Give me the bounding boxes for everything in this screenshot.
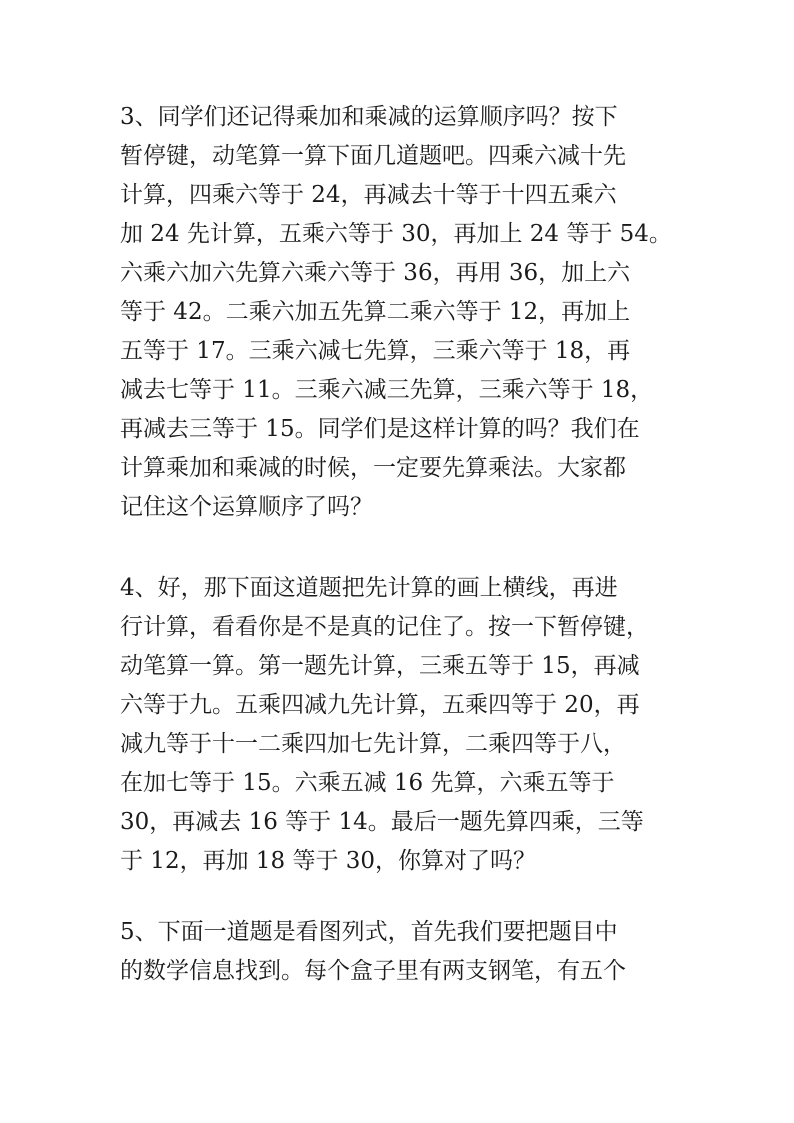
text-line: 3、同学们还记得乘加和乘减的运算顺序吗？按下 bbox=[120, 104, 618, 130]
text-line: 计算，四乘六等于 24，再减去十等于十四五乘六 bbox=[120, 182, 617, 208]
text-line: 动笔算一算。第一题先计算，三乘五等于 15，再减 bbox=[120, 653, 640, 679]
text-line: 5、下面一道题是看图列式，首先我们要把题目中 bbox=[120, 919, 618, 945]
text-line: 六等于九。五乘四减九先计算，五乘四等于 20，再 bbox=[120, 692, 640, 718]
text-line: 暂停键，动笔算一算下面几道题吧。四乘六减十先 bbox=[120, 143, 626, 169]
text-line: 30，再减去 16 等于 14。最后一题先算四乘，三等 bbox=[120, 809, 644, 835]
text-line: 计算乘加和乘减的时候，一定要先算乘法。大家都 bbox=[120, 455, 626, 481]
text-line: 五等于 17。三乘六减七先算，三乘六等于 18，再 bbox=[120, 338, 631, 364]
text-line: 等于 42。二乘六加五先算二乘六等于 12，再加上 bbox=[120, 299, 631, 325]
paragraph-5 bbox=[120, 913, 680, 991]
text-line: 减九等于十一二乘四加七先计算，二乘四等于八， bbox=[120, 731, 626, 757]
paragraph-4 bbox=[120, 569, 680, 881]
text-line: 4、好，那下面这道题把先计算的画上横线，再进 bbox=[120, 575, 618, 601]
text-line: 减去七等于 11。三乘六减三先算，三乘六等于 18， bbox=[120, 377, 654, 403]
text-line: 六乘六加六先算六乘六等于 36，再用 36，加上六 bbox=[120, 260, 631, 286]
text-line: 在加七等于 15。六乘五减 16 先算，六乘五等于 bbox=[120, 770, 615, 796]
text-line: 记住这个运算顺序了吗？ bbox=[120, 494, 373, 520]
paragraph-3 bbox=[120, 98, 680, 527]
text-line: 行计算，看看你是不是真的记住了。按一下暂停键， bbox=[120, 614, 649, 640]
text-line: 再减去三等于 15。同学们是这样计算的吗？我们在 bbox=[120, 416, 640, 442]
text-line: 的数学信息找到。每个盒子里有两支钢笔，有五个 bbox=[120, 958, 626, 984]
text-line: 加 24 先计算，五乘六等于 30，再加上 24 等于 54。 bbox=[120, 221, 672, 247]
text-line: 于 12，再加 18 等于 30，你算对了吗？ bbox=[120, 848, 537, 874]
